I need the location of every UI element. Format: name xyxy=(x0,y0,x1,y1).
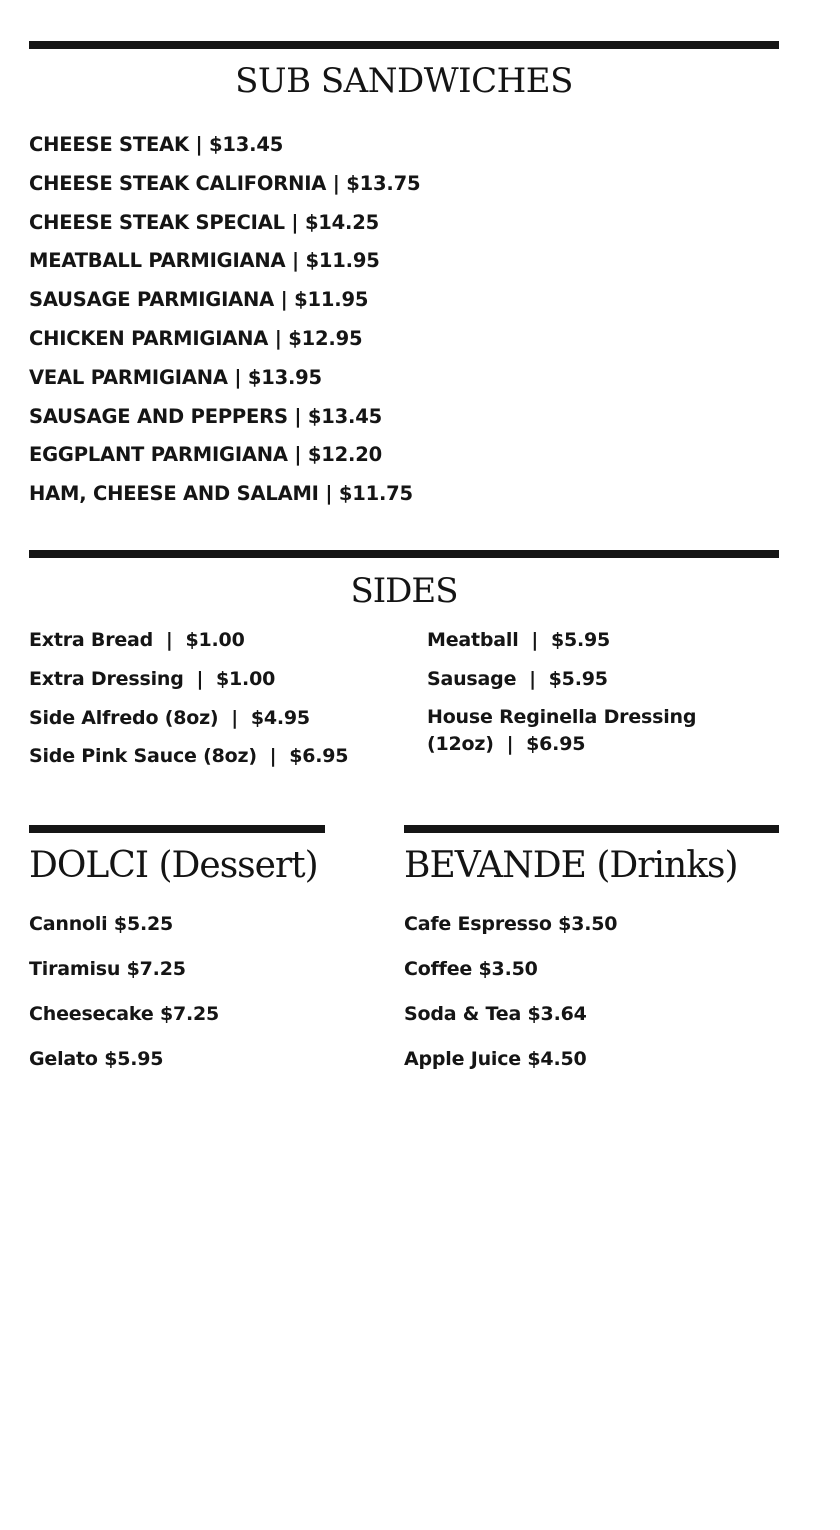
menu-item xyxy=(29,909,219,954)
section-title-sides: SIDES xyxy=(350,571,458,611)
item-name: CHICKEN PARMIGIANA xyxy=(29,326,269,350)
section-title-bevande: BEVANDE (Drinks) xyxy=(404,845,738,886)
price-separator: | xyxy=(285,249,306,273)
item-name: MEATBALL PARMIGIANA xyxy=(29,249,286,273)
item-name: Apple Juice xyxy=(404,1048,521,1070)
sides-list-right xyxy=(427,626,727,760)
menu-item xyxy=(29,247,420,286)
price-separator: | xyxy=(287,404,308,428)
price-separator: | xyxy=(284,210,305,234)
sub-sandwiches-list xyxy=(29,131,420,519)
price-separator: | xyxy=(518,629,551,651)
menu-item xyxy=(29,999,219,1044)
menu-item xyxy=(29,403,420,442)
item-name: Coffee xyxy=(404,958,473,980)
price-separator: | xyxy=(153,629,186,651)
item-name: Extra Dressing xyxy=(29,667,184,690)
item-price: $3.50 xyxy=(478,958,538,980)
item-price: $5.95 xyxy=(548,667,608,690)
section-title-sub-sandwiches: SUB SANDWICHES xyxy=(235,61,573,101)
section-divider-sides xyxy=(29,550,779,558)
menu-item xyxy=(29,704,348,743)
item-price: $14.25 xyxy=(304,210,379,234)
item-name: Cannoli xyxy=(29,913,108,935)
item-price: $3.64 xyxy=(527,1003,587,1025)
menu-item xyxy=(29,209,420,248)
menu-item xyxy=(404,909,617,954)
price-separator: | xyxy=(318,482,339,506)
item-name: EGGPLANT PARMIGIANA xyxy=(29,443,288,467)
menu-item xyxy=(427,626,727,665)
item-name: Side Alfredo (8oz) xyxy=(29,706,219,729)
menu-item xyxy=(29,626,348,665)
item-price: $6.95 xyxy=(526,732,586,755)
section-divider-dolci xyxy=(29,825,325,833)
menu-item xyxy=(29,1044,219,1089)
menu-item xyxy=(404,954,617,999)
price-separator: | xyxy=(218,706,251,729)
item-price: $3.50 xyxy=(558,913,618,935)
item-price: $5.95 xyxy=(550,629,611,651)
menu-item xyxy=(29,286,420,325)
item-price: $5.25 xyxy=(113,913,174,935)
item-price: $13.75 xyxy=(346,171,421,195)
item-price: $7.25 xyxy=(159,1003,220,1025)
item-name: Extra Bread xyxy=(29,629,154,651)
item-price: $13.95 xyxy=(247,365,322,389)
item-price: $13.45 xyxy=(307,404,382,428)
item-name: SAUSAGE PARMIGIANA xyxy=(29,288,275,312)
price-separator: | xyxy=(256,745,290,768)
menu-item xyxy=(404,999,617,1044)
item-name: Meatball xyxy=(427,629,519,651)
item-name: Gelato xyxy=(29,1048,98,1070)
price-separator: | xyxy=(183,667,217,690)
item-name: CHEESE STEAK xyxy=(29,133,189,156)
price-separator: | xyxy=(287,443,308,467)
item-price: $5.95 xyxy=(104,1048,164,1070)
item-price: $4.95 xyxy=(250,706,310,729)
item-price: $11.75 xyxy=(338,482,413,506)
item-price: $6.95 xyxy=(289,745,349,768)
menu-item xyxy=(29,742,348,781)
price-separator: | xyxy=(227,365,248,389)
menu-item xyxy=(29,665,348,704)
item-name: VEAL PARMIGIANA xyxy=(29,365,228,389)
item-name: Soda & Tea xyxy=(404,1003,522,1025)
item-price: $13.45 xyxy=(209,133,284,156)
menu-item xyxy=(29,441,420,480)
item-price: $7.25 xyxy=(126,958,186,980)
price-separator: | xyxy=(326,171,347,195)
item-name: Cheesecake xyxy=(29,1003,154,1025)
menu-item xyxy=(29,480,420,519)
item-price: $1.00 xyxy=(216,667,276,690)
price-separator: | xyxy=(274,288,295,312)
price-separator: | xyxy=(493,732,527,755)
menu-item xyxy=(29,364,420,403)
item-price: $4.50 xyxy=(527,1048,587,1070)
menu-item xyxy=(29,325,420,364)
price-separator: | xyxy=(188,133,210,156)
menu-item xyxy=(29,170,420,209)
sides-list-left xyxy=(29,626,348,781)
section-divider-sub-sandwiches xyxy=(29,41,779,49)
price-separator: | xyxy=(268,326,289,350)
menu-item xyxy=(427,665,727,704)
menu-item xyxy=(29,131,420,170)
price-separator: | xyxy=(516,667,549,690)
item-name: CHEESE STEAK CALIFORNIA xyxy=(29,171,327,195)
item-name: Sausage xyxy=(427,667,517,690)
item-price: $12.20 xyxy=(307,443,382,467)
bevande-list xyxy=(404,909,617,1089)
section-divider-bevande xyxy=(404,825,779,833)
item-name: Tiramisu xyxy=(29,958,121,980)
item-name: CHEESE STEAK SPECIAL xyxy=(29,210,285,234)
menu-item xyxy=(427,704,727,760)
item-name: HAM, CHEESE AND SALAMI xyxy=(29,482,319,506)
item-price: $11.95 xyxy=(305,249,380,273)
item-name: House Reginella Dressing (12oz) xyxy=(427,705,697,755)
menu-item xyxy=(29,954,219,999)
section-title-dolci: DOLCI (Dessert) xyxy=(29,845,318,886)
dolci-list xyxy=(29,909,219,1089)
item-price: $11.95 xyxy=(294,288,369,312)
item-name: Cafe Espresso xyxy=(404,913,552,935)
menu-item xyxy=(404,1044,617,1089)
item-price: $12.95 xyxy=(288,326,363,350)
item-price: $1.00 xyxy=(185,629,245,651)
item-name: SAUSAGE AND PEPPERS xyxy=(29,404,288,428)
item-name: Side Pink Sauce (8oz) xyxy=(29,745,257,768)
